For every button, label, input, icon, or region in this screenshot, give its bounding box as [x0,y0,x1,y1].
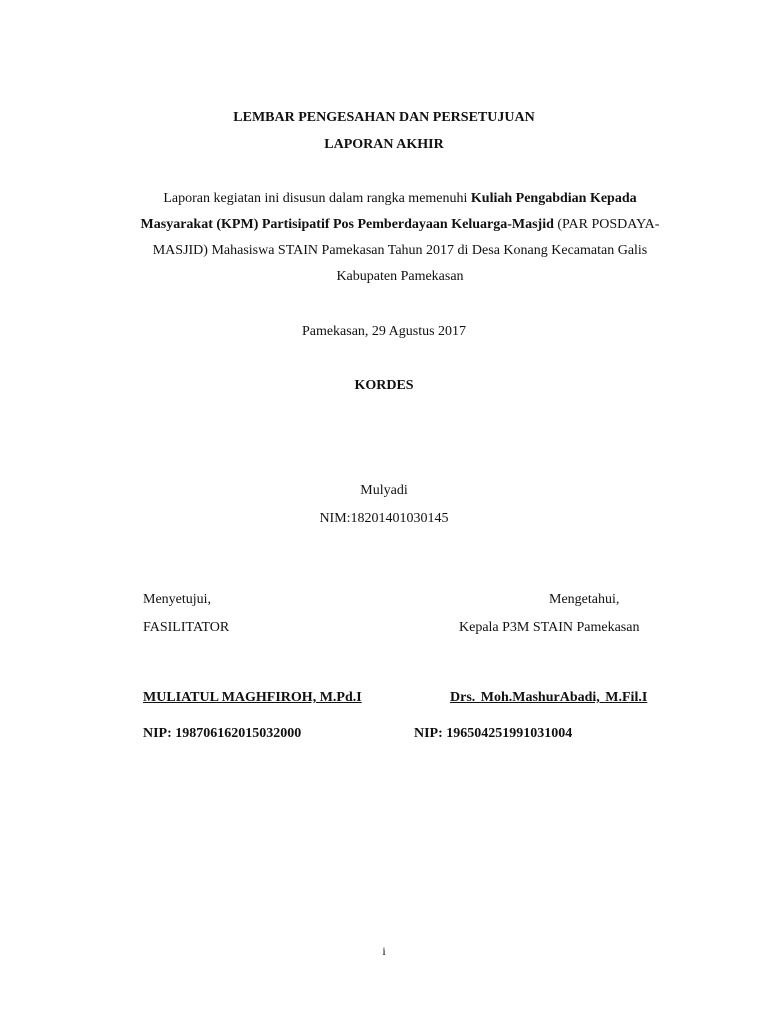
paragraph-program-name: Kuliah Pengabdian Kepada Masyarakat (KPM) Partisipatif Pos Pemberdayaan Keluarga-Masjid [140,191,637,232]
kepala-role: Kepala P3M STAIN Pamekasan [459,620,640,635]
paragraph-rest: (PAR POSDAYA- MASJID) Mahasiswa STAIN Pamekasan Tahun 2017 di Desa Konang Kecamatan Galis Kabupaten Pamekasan [152,217,660,284]
purpose-paragraph [140,186,660,290]
place-date: Pamekasan, 29 Agustus 2017 [301,324,467,339]
paragraph-intro: Laporan kegiatan ini disusun dalam rangka memenuhi [163,191,471,206]
kepala-nip: NIP: 196504251991031004 [414,726,573,741]
acknowledgement-label: Mengetahui, [549,592,620,607]
fasilitator-nip: NIP: 198706162015032000 [143,726,302,741]
kordes-nim: NIM:18201401030145 [319,511,449,526]
document-title: LEMBAR PENGESAHAN DAN PERSETUJUAN [233,110,535,125]
kordes-label: KORDES [354,378,414,393]
document-subtitle: LAPORAN AKHIR [324,137,444,152]
fasilitator-name: MULIATUL MAGHFIROH, M.Pd.I [143,690,362,705]
approval-label: Menyetujui, [143,592,212,607]
fasilitator-role: FASILITATOR [143,620,230,635]
kordes-name: Mulyadi [360,483,408,498]
kepala-name: Drs. Moh.MashurAbadi, M.Fil.I [450,690,648,705]
page-number: i [382,944,386,958]
